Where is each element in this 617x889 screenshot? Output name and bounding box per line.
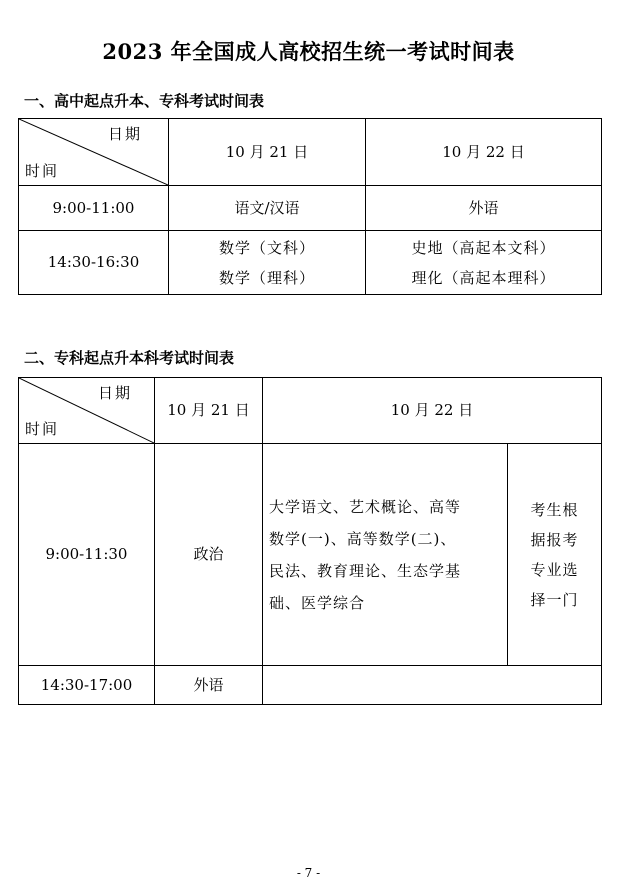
corner-date-label: 日期 — [97, 384, 132, 402]
time-cell: 9:00-11:00 — [19, 186, 169, 231]
subject-line: 础、医学综合 — [269, 593, 366, 612]
subject-line: 大学语文、艺术概论、高等 — [269, 497, 462, 516]
section2-heading: 二、专科起点升本科考试时间表 — [24, 349, 235, 367]
column-header-oct22: 10 月 22 日 — [366, 119, 602, 186]
note-line: 考生根 — [530, 500, 579, 519]
empty-cell — [263, 666, 602, 705]
page-number: - 7 - — [296, 866, 321, 880]
subject-line: 理化（高起本理科） — [411, 268, 556, 287]
schedule-table-1 — [18, 118, 602, 295]
page-title: 2023 年全国成人高校招生统一考试时间表 — [102, 39, 515, 64]
schedule-table-2 — [18, 377, 602, 705]
corner-date-label: 日期 — [107, 125, 142, 143]
subject-line: 史地（高起本文科） — [411, 238, 556, 257]
subject-line: 数学（文科） — [218, 238, 315, 257]
subject-cell: 外语 — [155, 666, 263, 705]
subject-line: 民法、教育理论、生态学基 — [269, 561, 462, 580]
column-header-oct22: 10 月 22 日 — [263, 378, 602, 444]
subject-cell: 外语 — [366, 186, 602, 231]
column-header-oct21: 10 月 21 日 — [169, 119, 366, 186]
corner-time-label: 时间 — [25, 162, 60, 180]
time-cell: 14:30-16:30 — [19, 231, 169, 295]
section1-heading: 一、高中起点升本、专科考试时间表 — [24, 92, 265, 110]
subject-cell — [366, 231, 602, 295]
note-line: 据报考 — [530, 530, 579, 549]
table1-corner-cell — [19, 119, 169, 186]
time-cell: 9:00-11:30 — [19, 444, 155, 666]
column-header-oct21: 10 月 21 日 — [155, 378, 263, 444]
corner-time-label: 时间 — [25, 420, 60, 438]
subject-cell — [169, 231, 366, 295]
time-cell: 14:30-17:00 — [19, 666, 155, 705]
note-line: 专业选 — [530, 560, 579, 579]
note-line: 择一门 — [530, 590, 579, 609]
subject-line: 数学（理科） — [218, 268, 315, 287]
subject-line: 数学(一)、高等数学(二)、 — [269, 529, 457, 548]
subject-cell: 语文/汉语 — [169, 186, 366, 231]
note-cell — [508, 444, 602, 666]
subject-cell: 政治 — [155, 444, 263, 666]
subject-list-cell — [263, 444, 508, 666]
table2-corner-cell — [19, 378, 155, 444]
